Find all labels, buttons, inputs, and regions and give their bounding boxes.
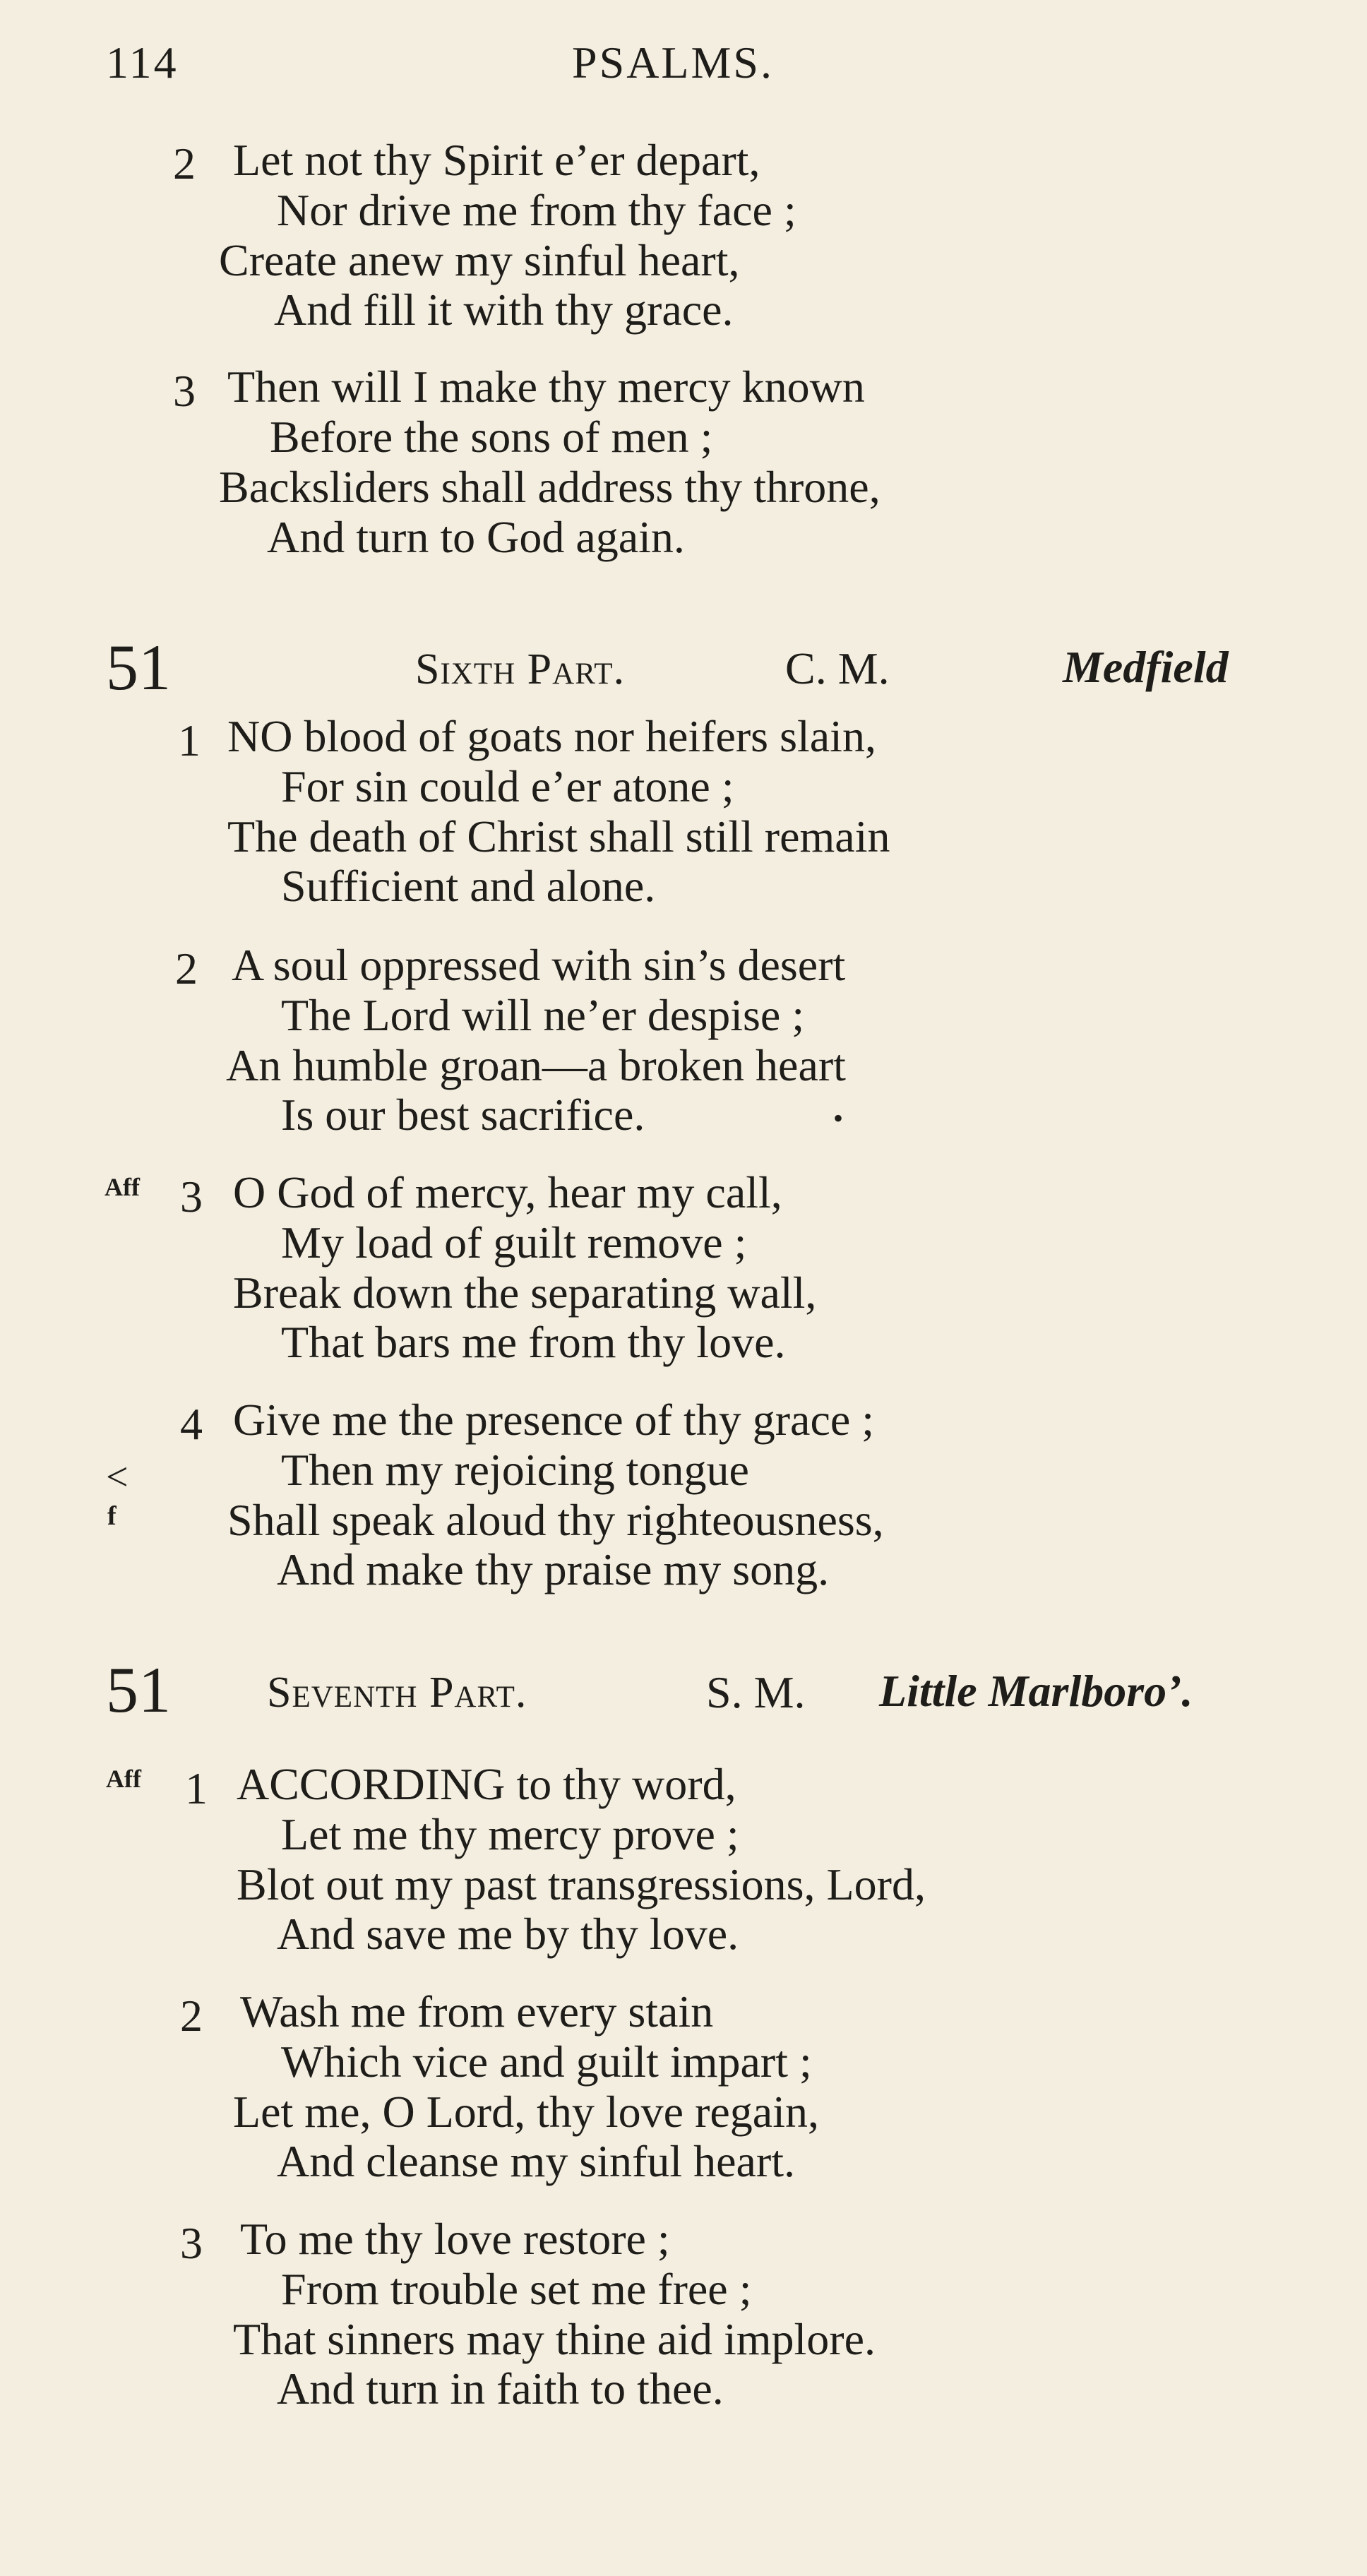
meter: S. M. <box>706 1667 806 1717</box>
verse-line: And fill it with thy grace. <box>274 285 734 335</box>
dynamic-marking: Aff <box>105 1173 140 1201</box>
verse-line: An humble groan—a broken heart <box>226 1040 846 1090</box>
verse-line: And turn in faith to thee. <box>277 2363 724 2414</box>
verse-line: And make thy praise my song. <box>277 1544 830 1594</box>
verse-line: The death of Christ shall still remain <box>227 811 890 861</box>
verse-line: Then my rejoicing tongue <box>281 1445 749 1495</box>
verse-line: For sin could e’er atone ; <box>281 761 734 811</box>
part-title: Seventh Part. <box>267 1669 527 1717</box>
tune-name: Little Marlboro’. <box>879 1666 1193 1716</box>
stanza-number: 1 <box>178 715 201 765</box>
verse-line: And save me by thy love. <box>277 1909 739 1959</box>
crescendo-marking: < <box>106 1455 129 1499</box>
verse-line: O God of mercy, hear my call, <box>233 1167 782 1217</box>
running-title: PSALMS. <box>572 37 774 88</box>
verse-line: Let not thy Spirit e’er depart, <box>233 135 760 185</box>
verse-line: That sinners may thine aid implore. <box>233 2314 876 2364</box>
verse-line: Which vice and guilt impart ; <box>281 2037 812 2087</box>
part-title: Sixth Part. <box>415 645 626 693</box>
verse-line: Create anew my sinful heart, <box>219 235 740 285</box>
verse-line: Give me the presence of thy grace ; <box>233 1395 875 1445</box>
verse-line: Is our best sacrifice. <box>281 1090 645 1140</box>
hymn-number: 51 <box>106 1654 171 1726</box>
verse-line: My load of guilt remove ; <box>281 1217 747 1268</box>
meter: C. M. <box>785 643 890 693</box>
hymn-number: 51 <box>106 631 171 703</box>
verse-line: Nor drive me from thy face ; <box>277 185 796 235</box>
stanza-number: 3 <box>180 1171 203 1222</box>
verse-line: Let me thy mercy prove ; <box>281 1809 739 1859</box>
verse-line: Before the sons of men ; <box>270 412 713 462</box>
verse-line: And turn to God again. <box>267 512 685 562</box>
verse-line: From trouble set me free ; <box>281 2264 752 2314</box>
tune-name: Medfield <box>1063 642 1229 692</box>
stanza-number: 3 <box>180 2218 203 2268</box>
verse-line: NO blood of goats nor heifers slain, <box>227 711 876 761</box>
verse-line: Sufficient and alone. <box>281 861 656 911</box>
verse-line: Then will I make thy mercy known <box>227 362 865 412</box>
verse-line: To me thy love restore ; <box>240 2214 670 2264</box>
stanza-number: 2 <box>180 1991 203 2041</box>
stanza-number: 2 <box>175 943 198 994</box>
verse-line: A soul oppressed with sin’s desert <box>232 940 846 990</box>
verse-line: That bars me from thy love. <box>281 1317 786 1367</box>
verse-line: Shall speak aloud thy righteousness, <box>227 1495 884 1545</box>
verse-line: Backsliders shall address thy throne, <box>219 462 881 512</box>
verse-line: And cleanse my sinful heart. <box>277 2136 795 2186</box>
stanza-number: 4 <box>180 1399 203 1449</box>
forte-marking: f <box>107 1501 117 1531</box>
printing-speck: • <box>833 1102 844 1134</box>
verse-line: The Lord will ne’er despise ; <box>281 990 805 1040</box>
verse-line: ACCORDING to thy word, <box>237 1759 736 1809</box>
verse-line: Wash me from every stain <box>240 1986 714 2037</box>
verse-line: Blot out my past transgressions, Lord, <box>237 1859 926 1909</box>
dynamic-marking: Aff <box>106 1765 141 1793</box>
verse-line: Let me, O Lord, thy love regain, <box>233 2087 819 2137</box>
stanza-number: 1 <box>185 1763 208 1813</box>
page-number: 114 <box>106 37 179 88</box>
stanza-number: 3 <box>173 366 196 416</box>
verse-line: Break down the separating wall, <box>233 1268 817 1318</box>
stanza-number: 2 <box>173 138 196 189</box>
